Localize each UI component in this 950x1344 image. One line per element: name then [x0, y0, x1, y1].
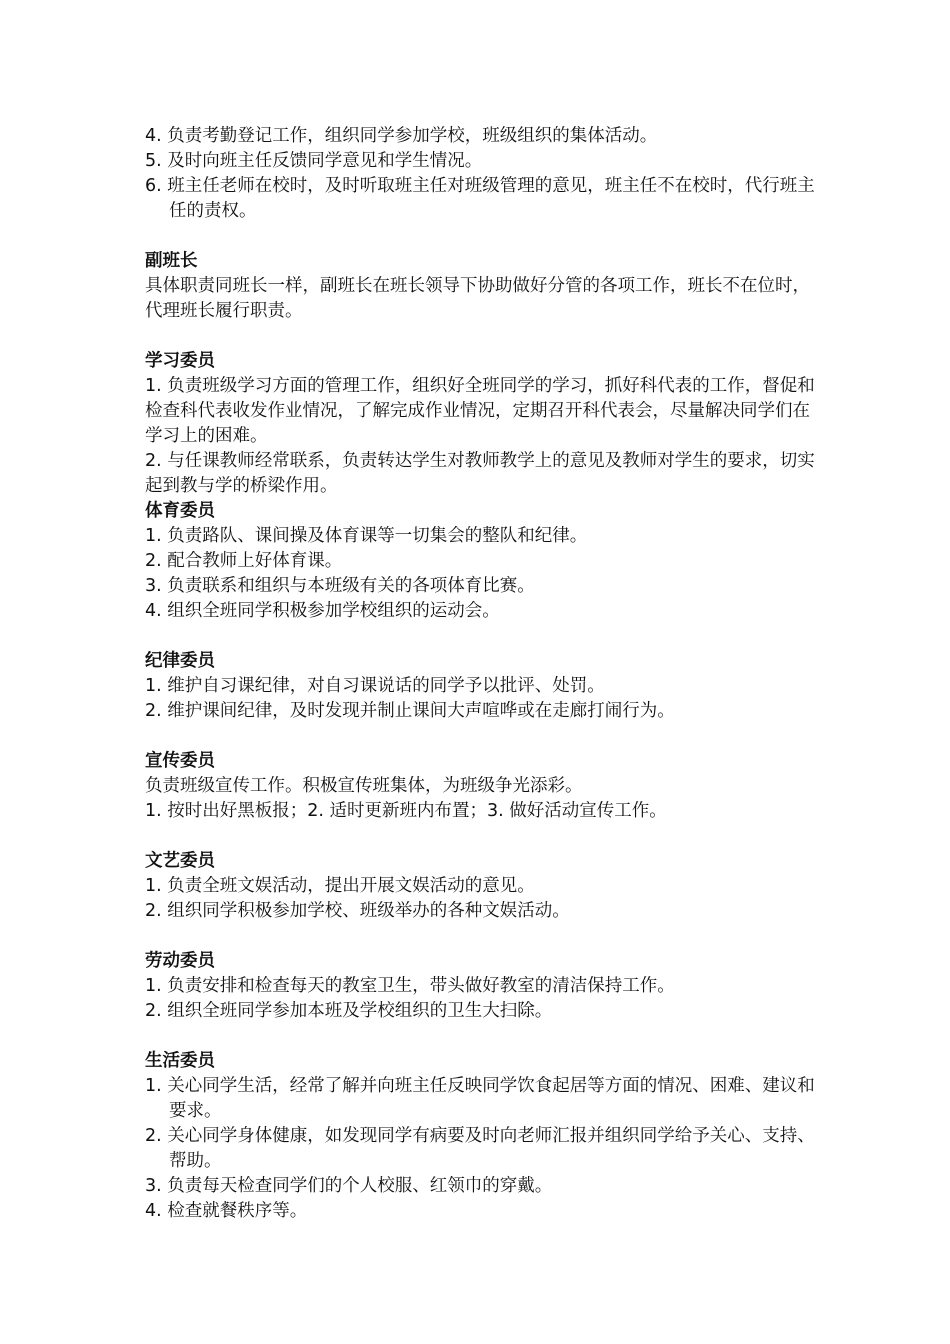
paragraph: 1. 按时出好黑板报；2. 适时更新班内布置；3. 做好活动宣传工作。: [145, 801, 667, 821]
section-heading: 生活委员: [145, 1051, 215, 1071]
document-page: [145, 124, 825, 1249]
paragraph: 2. 与任课教师经常联系，负责转达学生对教师教学上的意见及教师对学生的要求，切实起到教与学的桥梁作用。: [145, 451, 815, 496]
paragraph: 1. 负责班级学习方面的管理工作，组织好全班同学的学习，抓好科代表的工作，督促和检查科代表收发作业情况，了解完成作业情况，定期召开科代表会，尽量解决同学们在学习上的困难。: [145, 376, 815, 446]
list-item: 1. 负责路队、课间操及体育课等一切集会的整队和纪律。: [145, 526, 588, 546]
section-heading: 纪律委员: [145, 651, 215, 671]
section-heading: 文艺委员: [145, 851, 215, 871]
list-item: 4. 负责考勤登记工作，组织同学参加学校，班级组织的集体活动。: [145, 126, 658, 146]
list-item: 1. 负责安排和检查每天的教室卫生，带头做好教室的清洁保持工作。: [145, 976, 675, 996]
list-item: 3. 负责每天检查同学们的个人校服、红领巾的穿戴。: [145, 1176, 553, 1196]
section-labor-committee: [145, 949, 825, 1024]
list-item: 6. 班主任老师在校时，及时听取班主任对班级管理的意见，班主任不在校时，代行班主任的责权。: [145, 176, 815, 221]
list-item: 4. 组织全班同学积极参加学校组织的运动会。: [145, 601, 500, 621]
paragraph: 具体职责同班长一样，副班长在班长领导下协助做好分管的各项工作，班长不在位时，代理班长履行职责。: [145, 276, 810, 321]
list-item: 2. 关心同学身体健康，如发现同学有病要及时向老师汇报并组织同学给予关心、支持、帮助。: [145, 1126, 815, 1171]
list-item: 1. 关心同学生活，经常了解并向班主任反映同学饮食起居等方面的情况、困难、建议和要求。: [145, 1076, 815, 1121]
list-item: 2. 组织同学积极参加学校、班级举办的各种文娱活动。: [145, 901, 570, 921]
section-heading: 宣传委员: [145, 751, 215, 771]
section-life-committee: [145, 1049, 825, 1224]
section-arts-committee: [145, 849, 825, 924]
list-item: 2. 组织全班同学参加本班及学校组织的卫生大扫除。: [145, 1001, 553, 1021]
section-sports-committee: [145, 499, 825, 624]
section-discipline-committee: [145, 649, 825, 724]
list-item: 4. 检查就餐秩序等。: [145, 1201, 308, 1221]
list-item: 3. 负责联系和组织与本班级有关的各项体育比赛。: [145, 576, 535, 596]
section-heading: 学习委员: [145, 351, 215, 371]
section-heading: 劳动委员: [145, 951, 215, 971]
list-item: 5. 及时向班主任反馈同学意见和学生情况。: [145, 151, 483, 171]
section-study-committee: [145, 349, 825, 499]
section-heading: 体育委员: [145, 501, 215, 521]
section-vice-monitor: [145, 249, 825, 324]
section-heading: 副班长: [145, 251, 198, 271]
list-item: 1. 负责全班文娱活动，提出开展文娱活动的意见。: [145, 876, 535, 896]
list-item: 2. 维护课间纪律，及时发现并制止课间大声喧哗或在走廊打闹行为。: [145, 701, 675, 721]
paragraph: 负责班级宣传工作。积极宣传班集体，为班级争光添彩。: [145, 776, 583, 796]
section-monitor-duties: [145, 124, 825, 224]
section-publicity-committee: [145, 749, 825, 824]
list-item: 2. 配合教师上好体育课。: [145, 551, 343, 571]
list-item: 1. 维护自习课纪律，对自习课说话的同学予以批评、处罚。: [145, 676, 605, 696]
